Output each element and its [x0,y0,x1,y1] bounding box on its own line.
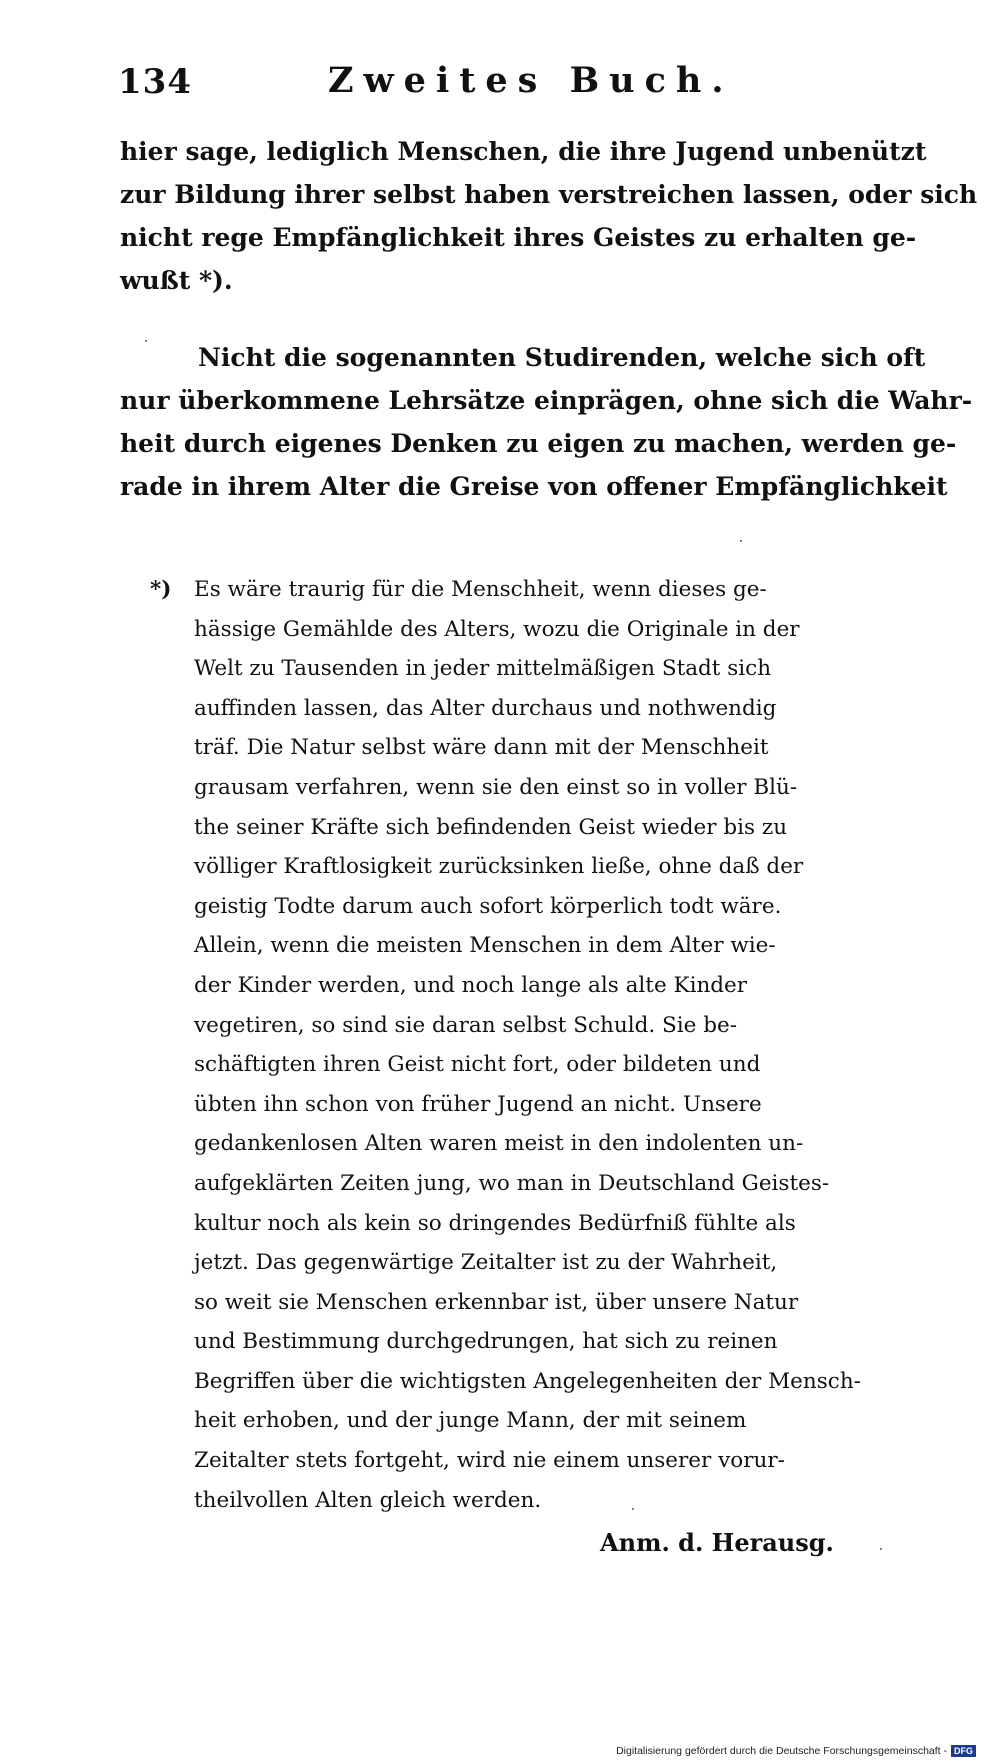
footnote-line: jetzt. Das gegenwärtige Zeitalter ist zu der Wahrheit, [194,1250,778,1276]
editor-note-signature: Anm. d. Herausg. [600,1528,834,1557]
footnote-line: Zeitalter stets fortgeht, wird nie einem unserer vorur- [194,1448,785,1474]
text-line: zur Bildung ihrer selbst haben verstreichen lassen, oder sich [120,180,978,209]
page-number: 134 [118,62,192,102]
footnote-line: vegetiren, so sind sie daran selbst Schuld. Sie be- [194,1012,737,1038]
footnote-line: aufgeklärten Zeiten jung, wo man in Deutschland Geistes- [194,1170,830,1196]
text-line: nicht rege Empfänglichkeit ihres Geistes zu erhalten ge- [120,223,917,252]
scan-speck [145,340,147,342]
text-line: wußt *). [120,266,233,295]
page-header [118,58,734,108]
footnote-line: theilvollen Alten gleich werden. [194,1487,542,1513]
scan-speck [632,1508,634,1510]
footnote-line: schäftigten ihren Geist nicht fort, oder bildeten und [194,1052,761,1078]
attribution-text: Digitalisierung gefördert durch die Deutsche Forschungsgemeinschaft - [616,1745,947,1757]
text-line: nur überkommene Lehrsätze einprägen, ohne sich die Wahr- [120,386,973,415]
footnote-line: grausam verfahren, wenn sie den einst so in voller Blü- [194,774,798,800]
footnote-mark: *) [150,577,172,602]
text-line: Nicht die sogenannten Studirenden, welche sich oft [198,343,926,372]
footnote-line: Welt zu Tausenden in jeder mittelmäßigen Stadt sich [194,656,772,682]
running-title: Zweites Buch. [328,60,734,101]
footnote-line: the seiner Kräfte sich befindenden Geist wieder bis zu [194,814,788,840]
digitization-attribution [616,1745,976,1757]
scan-speck [880,1548,882,1550]
footnote-line: gedankenlosen Alten waren meist in den indolenten un- [194,1131,804,1157]
footnote-line: geistig Todte darum auch sofort körperlich todt wäre. [194,893,782,919]
footnote-line: so weit sie Menschen erkennbar ist, über unsere Natur [194,1289,799,1315]
footnote-line: kultur noch als kein so dringendes Bedürfniß fühlte als [194,1210,796,1236]
dfg-logo: DFG [951,1745,976,1757]
footnote-line: der Kinder werden, und noch lange als alte Kinder [194,972,748,998]
footnote-line: träf. Die Natur selbst wäre dann mit der Menschheit [194,735,769,761]
footnote-line-text: Es wäre traurig für die Menschheit, wenn dieses ge- [194,577,767,602]
footnote-line: und Bestimmung durchgedrungen, hat sich zu reinen [194,1329,778,1355]
footnote-line: völliger Kraftlosigkeit zurücksinken ließe, ohne daß der [194,854,804,880]
footnote [150,570,890,1520]
paragraph-gap [120,302,880,336]
footnote-line: Begriffen über die wichtigsten Angelegenheiten der Mensch- [194,1368,861,1394]
footnote-line: auffinden lassen, das Alter durchaus und nothwendig [194,695,777,721]
text-line: hier sage, lediglich Menschen, die ihre Jugend unbenützt [120,137,927,166]
scan-speck [740,540,742,542]
main-text [120,130,978,508]
footnote-line: Allein, wenn die meisten Menschen in dem Alter wie- [194,933,776,959]
text-line: heit durch eigenes Denken zu eigen zu machen, werden ge- [120,429,957,458]
footnote-line: übten ihn schon von früher Jugend an nicht. Unsere [194,1091,762,1117]
footnote-line [150,570,890,610]
text-line: rade in ihrem Alter die Greise von offener Empfänglichkeit [120,472,948,501]
footnote-line: hässige Gemählde des Alters, wozu die Originale in der [194,616,800,642]
footnote-line: heit erhoben, und der junge Mann, der mit seinem [194,1408,747,1434]
